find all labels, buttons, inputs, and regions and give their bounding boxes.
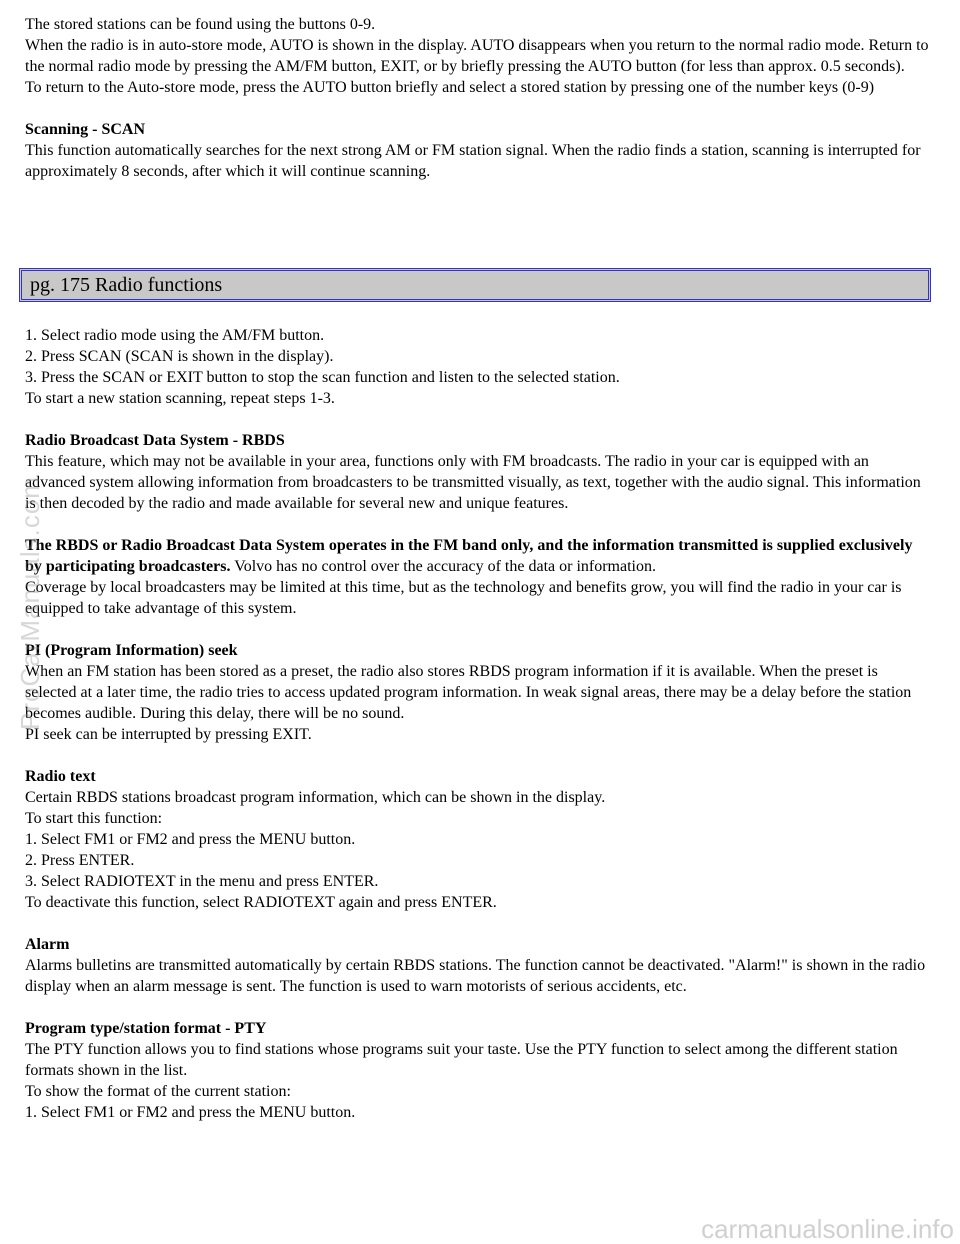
rbds-note-line — [25, 535, 930, 577]
rbds-heading: Radio Broadcast Data System - RBDS — [25, 432, 285, 449]
side-watermark: ProCarManuals.com — [15, 476, 45, 730]
radio-text-line: 3. Select RADIOTEXT in the menu and press ENTER. — [25, 873, 379, 890]
scanning-heading: Scanning - SCAN — [25, 121, 146, 138]
page-main — [25, 325, 930, 1144]
pty-section — [25, 1018, 930, 1123]
scan-step: 2. Press SCAN (SCAN is shown in the display). — [25, 348, 334, 365]
radio-text-line: 1. Select FM1 or FM2 and press the MENU button. — [25, 831, 356, 848]
pty-text: The PTY function allows you to find stations whose programs suit your taste. Use the PTY function to select among the different station formats shown in the list. — [25, 1041, 898, 1079]
pi-seek-interrupt: PI seek can be interrupted by pressing EXIT. — [25, 726, 312, 743]
pi-seek-text: When an FM station has been stored as a preset, the radio also stores RBDS program information if it is available. When the preset is selected at a later time, the radio tries to access updated program information. In weak signal areas, there may be a delay before the station becomes audible. During this delay, there will be no sound. — [25, 663, 912, 722]
rbds-text: This feature, which may not be available in your area, functions only with FM broadcasts. The radio in your car is equipped with an advanced system allowing information from broadcasters to be transmitted visually, as text, together with the audio signal. This information is then decoded by the radio and made available for several new and unique features. — [25, 453, 921, 512]
rbds-bold-note: The RBDS or Radio Broadcast Data System operates in the FM band only, and the information transmitted is supplied exclusively by participating broadcasters. — [25, 537, 913, 575]
intro-paragraph — [25, 14, 937, 98]
radio-text-line: Certain RBDS stations broadcast program information, which can be shown in the display. — [25, 789, 606, 806]
pi-seek-section — [25, 640, 930, 745]
scanning-section — [25, 119, 937, 182]
pi-seek-heading: PI (Program Information) seek — [25, 642, 238, 659]
intro-line: When the radio is in auto-store mode, AUTO is shown in the display. AUTO disappears when you return to the normal radio mode. Return to the normal radio mode by pressing the AM/FM button, EXIT, or by briefly pressing the AUTO button (for less than approx. 0.5 seconds). — [25, 37, 929, 75]
intro-line: To return to the Auto-store mode, press the AUTO button briefly and select a stored station by pressing one of the number keys (0-9) — [25, 79, 875, 96]
page-top — [25, 14, 937, 203]
rbds-note-rest: Volvo has no control over the accuracy of the data or information. — [230, 558, 656, 575]
alarm-text: Alarms bulletins are transmitted automatically by certain RBDS stations. The function cannot be deactivated. "Alarm!" is shown in the radio display when an alarm message is sent. The function is used to warn motorists of serious accidents, etc. — [25, 957, 926, 995]
scan-step: 1. Select radio mode using the AM/FM button. — [25, 327, 325, 344]
alarm-section — [25, 934, 930, 997]
rbds-section — [25, 430, 930, 514]
radio-text-line: To deactivate this function, select RADIOTEXT again and press ENTER. — [25, 894, 497, 911]
scan-step: To start a new station scanning, repeat steps 1-3. — [25, 390, 335, 407]
scan-step: 3. Press the SCAN or EXIT button to stop the scan function and listen to the selected station. — [25, 369, 620, 386]
section-banner: pg. 175 Radio functions — [19, 268, 931, 302]
radio-text-heading: Radio text — [25, 768, 96, 785]
intro-line: The stored stations can be found using the buttons 0-9. — [25, 16, 376, 33]
pty-line: To show the format of the current station: — [25, 1083, 291, 1100]
pty-heading: Program type/station format - PTY — [25, 1020, 267, 1037]
radio-text-line: 2. Press ENTER. — [25, 852, 135, 869]
rbds-note — [25, 535, 930, 619]
scan-steps — [25, 325, 930, 409]
scanning-text: This function automatically searches for the next strong AM or FM station signal. When the radio finds a station, scanning is interrupted for approximately 8 seconds, after which it will continue scanning. — [25, 142, 921, 180]
pty-line: 1. Select FM1 or FM2 and press the MENU button. — [25, 1104, 356, 1121]
radio-text-section — [25, 766, 930, 913]
alarm-heading: Alarm — [25, 936, 70, 953]
radio-text-line: To start this function: — [25, 810, 163, 827]
corner-watermark: carmanualsonline.info — [701, 1214, 954, 1244]
rbds-coverage: Coverage by local broadcasters may be limited at this time, but as the technology and benefits grow, you will find the radio in your car is equipped to take advantage of this system. — [25, 579, 902, 617]
